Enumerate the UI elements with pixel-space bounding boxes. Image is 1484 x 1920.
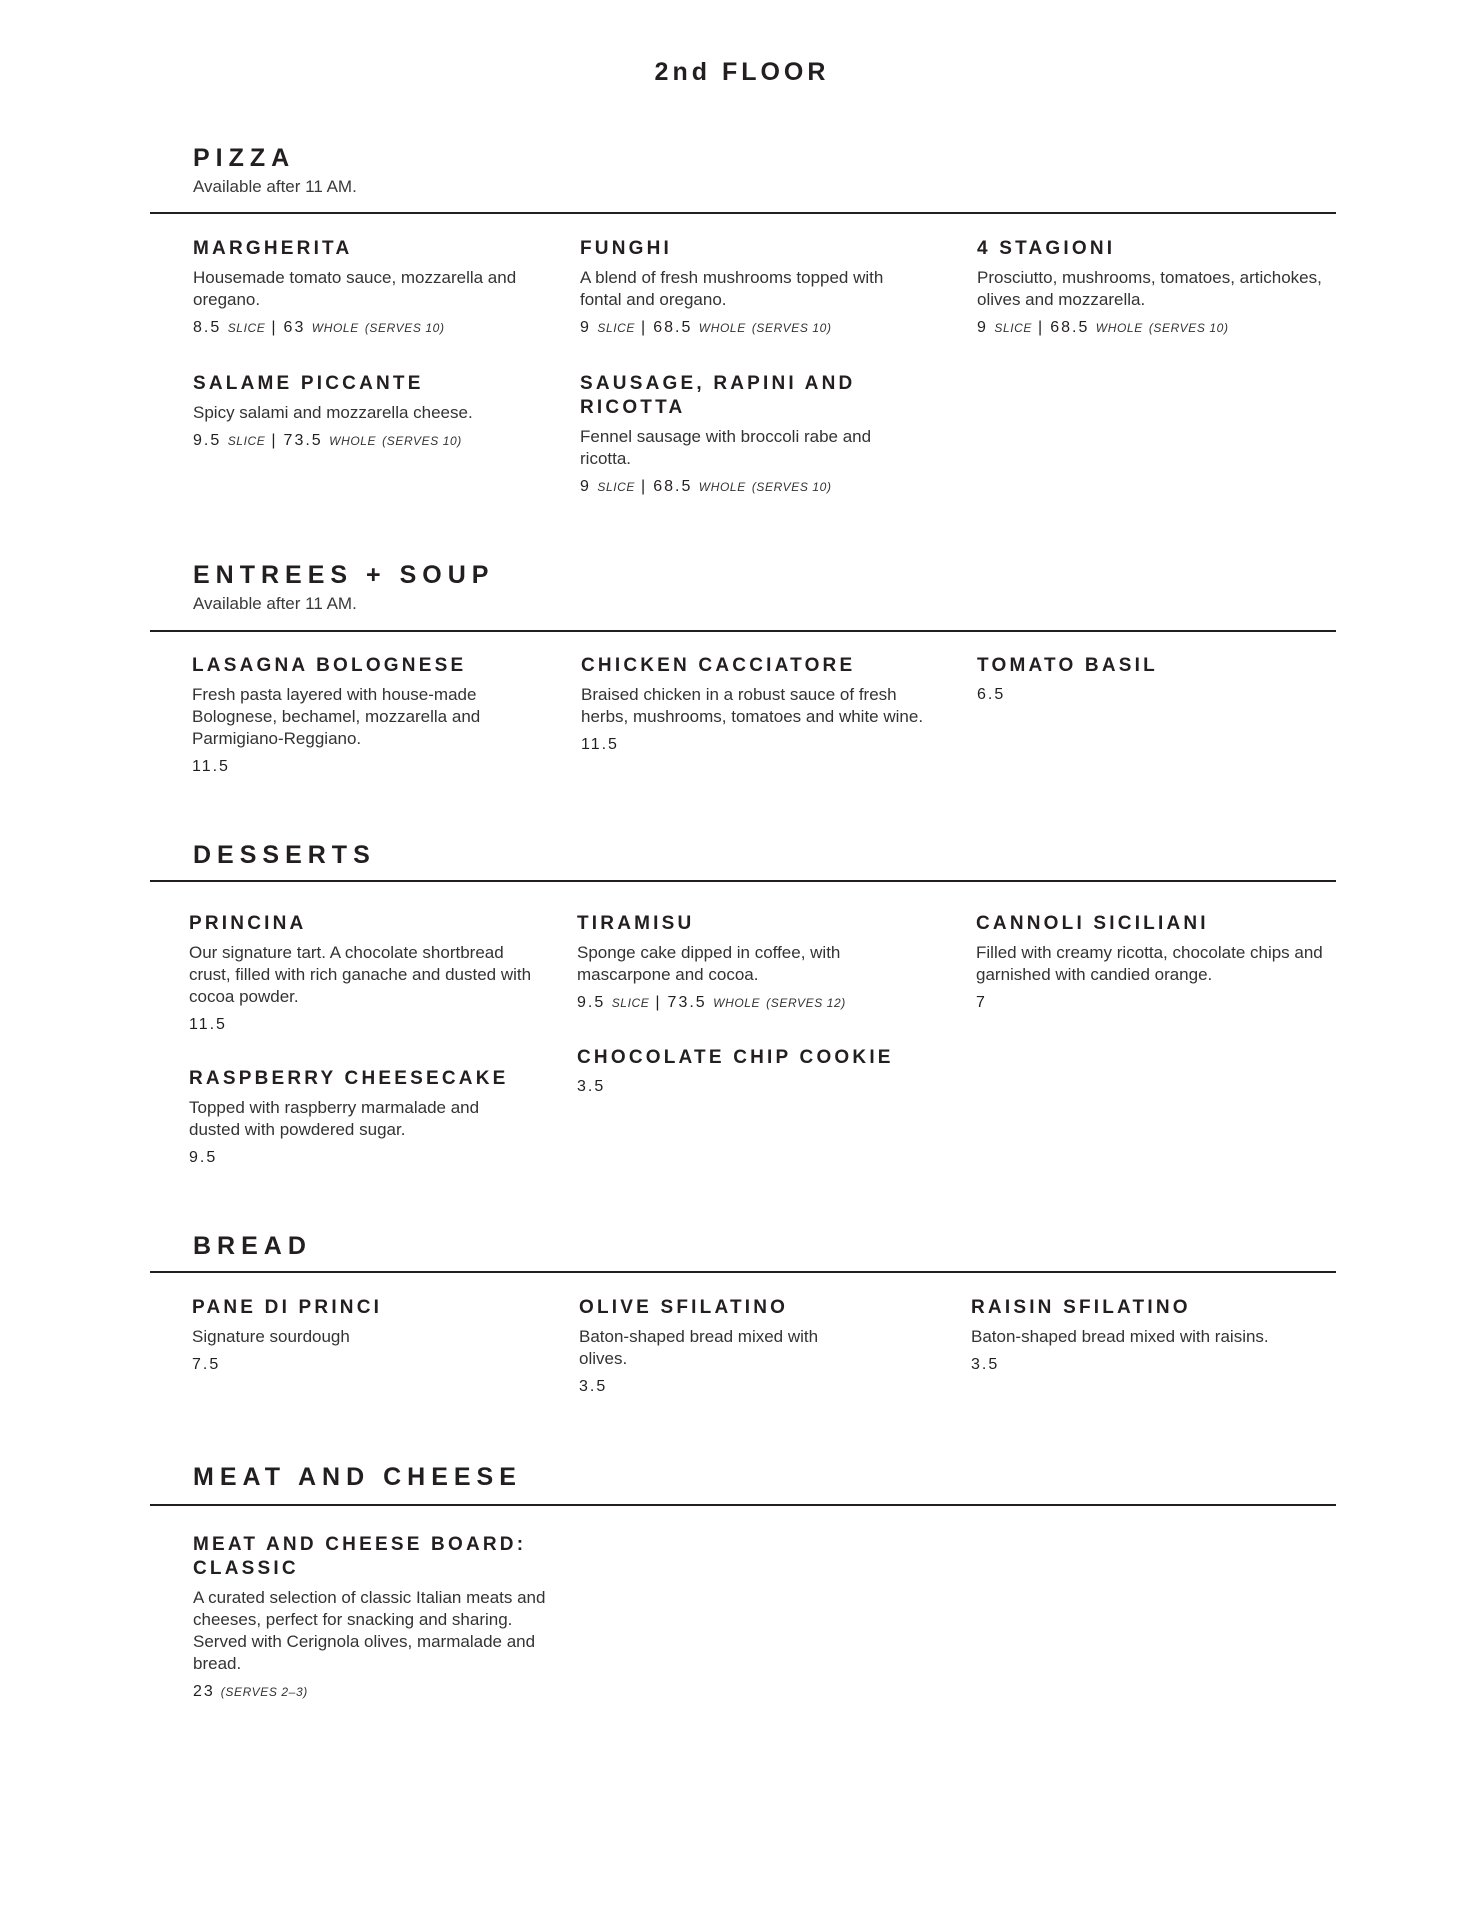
slice-price: 9 [977,319,988,336]
price-separator: | [271,319,278,336]
serves-note: (SERVES 10) [751,321,832,335]
item-name: CHOCOLATE CHIP COOKIE [577,1047,894,1068]
menu-item-cannoli-siciliani [976,912,1336,1012]
menu-item-salame-piccante [193,372,538,450]
item-price: 7 [976,994,987,1011]
item-price [580,478,880,496]
item-price [193,432,538,450]
item-name: TIRAMISU [577,913,695,934]
item-name: TOMATO BASIL [977,655,1158,676]
section-divider [150,880,1336,882]
item-name: SALAME PICCANTE [193,373,424,394]
item-description: Filled with creamy ricotta, chocolate chips and garnished with candied orange. [976,943,1323,984]
whole-label: WHOLE [698,321,746,335]
item-description: A blend of fresh mushrooms topped with fontal and oregano. [580,268,884,309]
whole-price: 68.5 [653,319,693,336]
menu-item-tomato-basil [977,654,1322,704]
whole-label: WHOLE [698,480,746,494]
item-name: FUNGHI [580,238,673,259]
item-price: 7.5 [192,1356,221,1373]
whole-price: 68.5 [1050,319,1090,336]
item-price [977,319,1322,337]
item-description: Baton-shaped bread mixed with olives. [579,1327,819,1368]
bread-header [193,1231,312,1261]
meat-cheese-header [193,1462,522,1492]
section-title: ENTREES + SOUP [193,561,495,589]
slice-label: SLICE [994,321,1033,335]
slice-label: SLICE [611,996,650,1010]
item-price: 6.5 [977,686,1006,703]
whole-price: 73.5 [283,432,323,449]
item-price: 11.5 [189,1016,227,1033]
slice-price: 8.5 [193,319,222,336]
slice-price: 9 [580,319,591,336]
price-separator: | [271,432,278,449]
section-divider [150,1504,1336,1506]
item-description: Braised chicken in a robust sauce of fresh herbs, mushrooms, tomatoes and white wine. [581,685,924,726]
menu-item-sausage-rapini-ricotta [580,372,880,496]
menu-item-chocolate-chip-cookie [577,1046,937,1096]
section-note: Available after 11 AM. [193,594,357,613]
item-description: Prosciutto, mushrooms, tomatoes, artichokes, olives and mozzarella. [977,268,1322,309]
menu-item-olive-sfilatino [579,1296,839,1396]
whole-label: WHOLE [713,996,761,1010]
section-note: Available after 11 AM. [193,177,357,196]
section-title: MEAT AND CHEESE [193,1463,522,1491]
menu-item-meat-cheese-board [193,1533,553,1701]
item-price [193,1683,553,1701]
item-description: Signature sourdough [192,1327,350,1346]
section-title: PIZZA [193,144,296,172]
item-name: OLIVE SFILATINO [579,1297,789,1318]
item-name: 4 STAGIONI [977,238,1116,259]
price-separator: | [641,478,648,495]
serves-note: (SERVES 10) [751,480,832,494]
menu-item-pane-di-princi [192,1296,537,1374]
whole-label: WHOLE [1095,321,1143,335]
whole-price: 63 [283,319,306,336]
slice-label: SLICE [597,321,636,335]
section-title: BREAD [193,1232,312,1260]
slice-label: SLICE [227,434,266,448]
menu-item-raspberry-cheesecake [189,1067,534,1167]
section-divider [150,630,1336,632]
menu-item-4-stagioni [977,237,1322,337]
serves-note: (SERVES 10) [364,321,445,335]
item-price: 3.5 [577,1078,606,1095]
whole-label: WHOLE [311,321,359,335]
section-divider [150,212,1336,214]
serves-note: (SERVES 10) [1148,321,1229,335]
item-price [580,319,925,337]
item-name: CANNOLI SICILIANI [976,913,1209,934]
item-name: PRINCINA [189,913,307,934]
item-price: 3.5 [971,1356,1000,1373]
slice-label: SLICE [597,480,636,494]
item-description: Sponge cake dipped in coffee, with mascarpone and cocoa. [577,943,841,984]
item-description: Housemade tomato sauce, mozzarella and oregano. [193,268,517,309]
item-description: Topped with raspberry marmalade and dusted with powdered sugar. [189,1098,480,1139]
item-description: A curated selection of classic Italian meats and cheeses, perfect for snacking and sharing. Served with Cerignola olives, marmalade and bread. [193,1588,546,1673]
price-separator: | [1038,319,1045,336]
whole-price: 73.5 [667,994,707,1011]
whole-price: 68.5 [653,478,693,495]
serves-note: (SERVES 2–3) [220,1685,308,1699]
section-divider [150,1271,1336,1273]
menu-item-raisin-sfilatino [971,1296,1331,1374]
serves-note: (SERVES 12) [766,996,846,1010]
floor-title: 2nd FLOOR [654,58,830,86]
menu-item-chicken-cacciatore [581,654,926,754]
price-separator: | [655,994,662,1011]
item-price: 9.5 [189,1149,218,1166]
price-value: 23 [193,1683,215,1700]
item-name: PANE DI PRINCI [192,1297,383,1318]
slice-label: SLICE [227,321,266,335]
item-description: Spicy salami and mozzarella cheese. [193,403,473,422]
item-name: LASAGNA BOLOGNESE [192,655,467,676]
menu-item-margherita [193,237,538,337]
section-title: DESSERTS [193,841,376,869]
menu-item-funghi [580,237,925,337]
item-name: RAISIN SFILATINO [971,1297,1191,1318]
desserts-header [193,840,376,870]
menu-item-lasagna-bolognese [192,654,537,776]
slice-price: 9.5 [193,432,222,449]
pizza-header [193,143,357,197]
menu-item-princina [189,912,534,1034]
price-separator: | [641,319,648,336]
item-description: Fresh pasta layered with house-made Bolognese, bechamel, mozzarella and Parmigiano-Reggiano. [192,685,481,748]
item-price [193,319,538,337]
item-description: Our signature tart. A chocolate shortbread crust, filled with rich ganache and dusted with cocoa powder. [189,943,532,1006]
item-name: RASPBERRY CHEESECAKE [189,1068,509,1089]
entrees-header [193,560,494,614]
item-description: Fennel sausage with broccoli rabe and ricotta. [580,427,872,468]
item-price [577,994,877,1012]
menu-item-tiramisu [577,912,877,1012]
slice-price: 9.5 [577,994,606,1011]
item-description: Baton-shaped bread mixed with raisins. [971,1327,1269,1346]
item-name: CHICKEN CACCIATORE [581,655,856,676]
item-price: 11.5 [192,758,230,775]
item-name: SAUSAGE, RAPINI AND RICOTTA [580,373,856,418]
serves-note: (SERVES 10) [382,434,462,448]
item-price: 3.5 [579,1378,608,1395]
slice-price: 9 [580,478,591,495]
whole-label: WHOLE [329,434,377,448]
item-price: 11.5 [581,736,619,753]
item-name: MEAT AND CHEESE BOARD: CLASSIC [193,1534,527,1579]
item-name: MARGHERITA [193,238,353,259]
